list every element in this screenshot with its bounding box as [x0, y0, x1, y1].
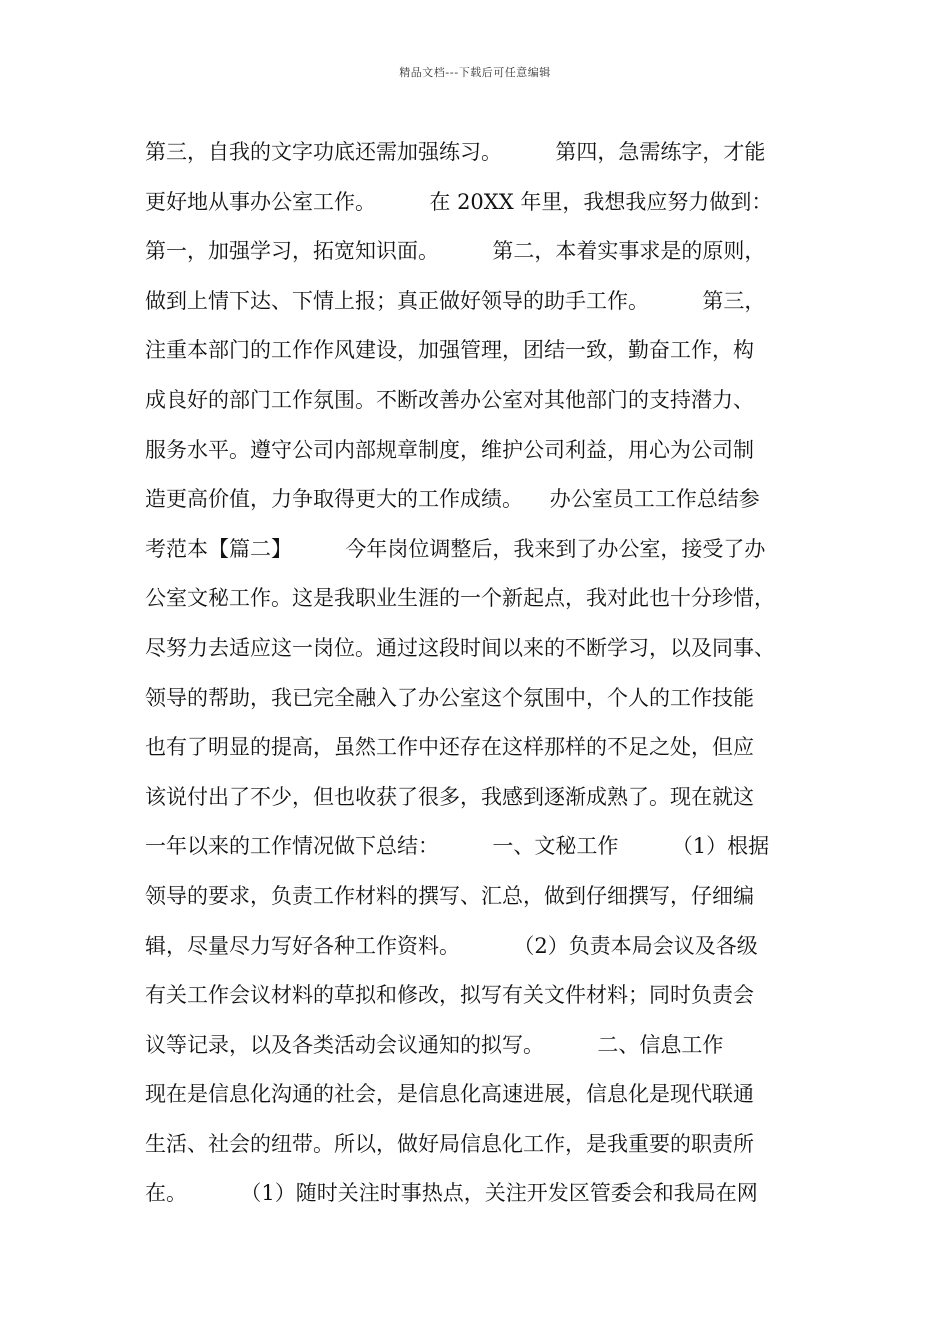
text-line: 有关工作会议材料的草拟和修改，拟写有关文件材料；同时负责会 — [145, 983, 754, 1008]
text-line: 辑，尽量尽力写好各种工作资料。 （2）负责本局会议及各级 — [145, 933, 758, 958]
text-line: 现在是信息化沟通的社会，是信息化高速进展，信息化是现代联通 — [145, 1082, 754, 1107]
text-line: 公室文秘工作。这是我职业生涯的一个新起点，我对此也十分珍惜， — [145, 586, 775, 611]
page-header: 精品文档---下载后可任意编辑 — [399, 66, 551, 79]
text-line: 更好地从事办公室工作。 在 20XX 年里，我想我应努力做到： — [145, 189, 773, 214]
text-line: 服务水平。遵守公司内部规章制度，维护公司利益，用心为公司制 — [145, 437, 754, 462]
text-line: 生活、社会的纽带。所以，做好局信息化工作，是我重要的职责所 — [145, 1131, 754, 1156]
text-line: 该说付出了不少，但也收获了很多，我感到逐渐成熟了。现在就这 — [145, 784, 754, 809]
text-line: 第三，自我的文字功底还需加强练习。 第四，急需练字，才能 — [145, 140, 766, 164]
text-line: 领导的帮助，我已完全融入了办公室这个氛围中，个人的工作技能 — [145, 685, 754, 710]
text-line: 做到上情下达、下情上报；真正做好领导的助手工作。 第三， — [145, 288, 766, 313]
text-line: 第一，加强学习，拓宽知识面。 第二，本着实事求是的原则， — [145, 239, 766, 264]
text-line: 议等记录，以及各类活动会议通知的拟写。 二、信息工作 — [145, 1032, 724, 1057]
text-line: 在。 （1）随时关注时事热点，关注开发区管委会和我局在网 — [145, 1181, 758, 1206]
text-line: 注重本部门的工作作风建设，加强管理，团结一致，勤奋工作，构 — [145, 338, 754, 363]
text-line: 尽努力去适应这一岗位。通过这段时间以来的不断学习，以及同事、 — [145, 635, 775, 660]
text-line: 考范本【篇二】 今年岗位调整后，我来到了办公室，接受了办 — [145, 536, 766, 561]
text-line: 造更高价值，力争取得更大的工作成绩。 办公室员工工作总结参 — [145, 487, 760, 512]
text-line: 一年以来的工作情况做下总结： 一、文秘工作 （1）根据 — [145, 834, 770, 859]
text-line: 也有了明显的提高，虽然工作中还存在这样那样的不足之处，但应 — [145, 735, 754, 760]
document-body — [145, 128, 825, 1219]
text-line: 成良好的部门工作氛围。不断改善办公室对其他部门的支持潜力、 — [145, 387, 754, 412]
text-line: 领导的要求，负责工作材料的撰写、汇总，做到仔细撰写，仔细编 — [145, 883, 754, 908]
